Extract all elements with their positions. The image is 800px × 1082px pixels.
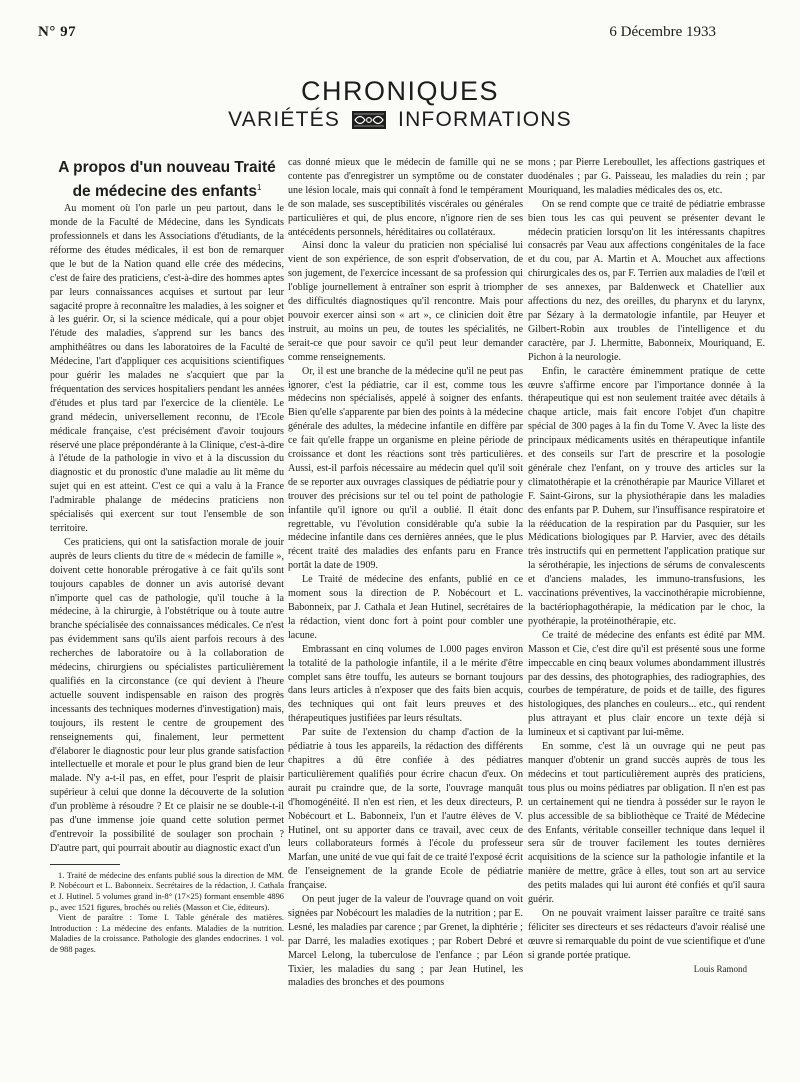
masthead-informations: INFORMATIONS [398, 108, 572, 131]
masthead-subtitle [0, 108, 800, 132]
footnote: 1. Traité de médecine des enfants publié sous la direction de MM. P. Nobécourt et L. Babonneix. Secrétaires de la rédaction, J. Cathala et J. Hutinel. 5 volumes grand in-8° (17×25) formant ensemble 4896 p., avec 1521 figures, brochés ou reliés (Masson et Cie, éditeurs). [50, 870, 284, 912]
article-title [50, 158, 284, 202]
ornament-icon [352, 111, 386, 129]
issue-number: N° 97 [38, 24, 77, 40]
issue-date: 6 Décembre 1933 [609, 24, 716, 40]
masthead-title: CHRONIQUES [300, 76, 499, 106]
masthead-varietes: VARIÉTÉS [228, 108, 341, 131]
paragraph: mons ; par Pierre Lereboullet, les affections gastriques et duodénales ; par G. Paisseau, les maladies du rein ; par Mouriquand, les maladies médicales des os, etc. [528, 157, 765, 196]
paragraph: On se rend compte que ce traité de pédiatrie embrasse bien tous les cas qui peuvent se présenter devant le médecin praticien lorsqu'on lit les intéressants chapitres consacrés par Veau aux affections congénitales de la face et du cou, par A. Martin et A. Mouchet aux affections chirurgicales des os, par F. Terrien aux maladies de l'œil et de ses annexes, par Baldenweck et Chatellier aux affections du nez, des oreilles, du pharynx et du larynx, par Sézary à la dermatologie infantile, par Heuyer et Gilbert-Robin aux troubles de l'intelligence et du caractère, par J. Lhermitte, Babonneix, Mouriquand, E. Pichon à la neurologie. [528, 198, 765, 363]
paragraph: Ces praticiens, qui ont la satisfaction morale de jouir auprès de leurs clients du titre de « médecin de famille », doivent cette honorable prérogative à ce fait qu'ils sont toujours capables de donner un avis autorisé devant n'importe quel cas de pathologie, qu'il touche à la médecine, à la chirurgie, à l'obstétrique ou à toute autre branche spécialisée des connaissances médicales. Ce n'est pas évidemment sans qu'ils aient parfois recours à des recherches de laboratoire ou à la collaboration de médecins, chirurgiens ou spécialistes particulièrement qualifiés en la circonstance (ce qui devient à l'heure actuelle souvent indispensable en raison des progrès incessants des techniques modernes d'investigation) mais, toujours, ils restent le centre de groupement des renseignements qui, finalement, leur permettent d'élaborer le diagnostic pour leur plus grande satisfaction intellectuelle et morale et pour le plus grand bien de leur malade. N'y a-t-il pas, en effet, pour l'esprit de plaisir supérieur à celui que donne la découverte de la solution d'un problème à résoudre ? Et ce plaisir ne se double-t-il pas d'une immense joie quand cette solution permet d'entrevoir la possibilité de soulager son prochain ? D'autre part, qui pourrait aboutir au diagnostic exact d'un [50, 536, 284, 854]
paragraph: On peut juger de la valeur de l'ouvrage quand on voit signées par Nobécourt les maladies de la nutrition ; par E. Lesné, les maladies par carence ; par Grenet, la diphtérie ; par Darré, les maladies exotiques ; par Robert Debré et Marcel Lelong, la tuberculose de l'enfance ; par Léon Tixier, les maladies du sang ; par Jean Hutinel, les maladies des bronches et des poumons [288, 894, 523, 989]
author-signature: Louis Ramond [693, 963, 747, 974]
paragraph: En somme, c'est là un ouvrage qui ne peut pas manquer d'obtenir un grand succès auprès de tous les médecins et tout particulièrement auprès des praticiens, tous plus ou moins pédiatres par obligation. Il n'en est pas un certainement qui ne tiendra à posséder sur le rayon le plus accessible de sa bibliothèque ce Traité de Médecine des Enfants, véritable conseiller technique dans lequel il sera sûr de trouver facilement les toutes dernières acquisitions de la science sur la pathologie infantile et la manière de mettre, grâce à elles, tout son art au service des petits malades qui lui auront été confiés et qu'il saura guérir. [528, 741, 765, 906]
column-3 [528, 156, 765, 976]
paragraph: Le Traité de médecine des enfants, publié en ce moment sous la direction de P. Nobécourt et L. Babonneix, par J. Cathala et Jean Hutinel, secrétaires de la rédaction, vient donc fort à point pour combler une lacune. [288, 574, 523, 641]
footnotes [50, 871, 284, 956]
paragraph: Or, il est une branche de la médecine qu'il ne peut pas ignorer, c'est la pédiatrie, car il est, comme tous les médecins non spécialisés, appelé à soigner des enfants. Bien qu'elle s'apparente par bien des points à la médecine générale des adultes, la médecine infantile en diffère par ce fait qu'elle frappe un organisme en pleine période de croissance et dont les réactions sont très particulières. Aussi, est-il parfois nécessaire au médecin quel qu'il soit de se reporter aux ouvrages classiques de pédiatrie pour y trouver des précisions sur tel ou tel point de pathologie infantile qu'il ignore ou qu'il a oublié. Il était donc regrettable, vu l'évolution considérable qu'a subie la médecine infantile dans ces dernières années, que le plus récent traité des maladies des enfants paru en France portât la date de 1909. [288, 365, 523, 572]
paragraph: On ne pouvait vraiment laisser paraître ce traité sans féliciter ses directeurs et ses rédacteurs d'avoir réalisé une œuvre si remarquable du point de vue scientifique et d'une si grande portée pratique. [528, 907, 765, 961]
column-1 [50, 158, 284, 956]
paragraph: Embrassant en cinq volumes de 1.000 pages environ la totalité de la pathologie infantile, il a le mérite d'être complet sans être touffu, les auteurs se bornant toujours dans leurs articles à n'exposer que des faits bien acquis, des techniques qui ont fait leurs preuves et des thérapeutiques justifiées par leurs résultats. [288, 643, 523, 725]
footnote-divider [50, 864, 120, 865]
title-footnote-marker: 1 [256, 183, 262, 192]
footnote: Vient de paraître : Tome I. Table générale des matières. Introduction : La médecine des enfants. Maladies de la nutrition. Maladies de la croissance. Pathologie des glandes endocrines. 1 vol. de 988 pages. [50, 913, 284, 954]
article-title-text: A propos d'un nouveau Traité de médecine des enfants [58, 159, 276, 201]
paragraph: cas donné mieux que le médecin de famille qui ne se contente pas d'enregistrer un symptôme ou de constater une lésion locale, mais qui connaît à fond le tempérament de son malade, ses susceptibilités viscérales ou générales particulières et qui, de plus encore, n'ignore rien de ses antécédents personnels, héréditaires ou collatéraux. [288, 157, 523, 238]
paragraph: Ce traité de médecine des enfants est édité par MM. Masson et Cie, c'est dire qu'il est présenté sous une forme impeccable en cinq beaux volumes abondamment illustrés par des dessins, des photographies, des radiographies, des courbes de température, de poids et de taille, des figures histologiques, des planches en couleurs... etc., qui rendent plus attrayant et plus clair encore un texte déjà si lumineux et si captivant par lui-même. [528, 629, 765, 739]
paragraph: Enfin, le caractère éminemment pratique de cette œuvre s'affirme encore par l'importance donnée à la thérapeutique qui est non seulement traitée avec détails à chaque article, mais fait encore l'objet d'un chapitre spécial de 300 pages à la fin du Tome V. Avec la liste des principaux médicaments usités en thérapeutique infantile et des conseils sur l'art de prescrire et la posologie générale chez l'enfant, on y trouve des articles sur la climatothérapie et la crénothérapie par Maurice Villaret et F. Saint-Girons, sur la physiothérapie dans les maladies des enfants par P. Duhem, sur l'insuffisance respiratoire et la rééducation de la respiration par du Pasquier, sur les Médications biologiques par P. Harvier, avec des détails très instructifs qui en permettent l'application pratique sur la sérothérapie, les injections de sérums de convalescents et d'anciens malades, les immuno-transfusions, les vaccinations préventives, la vaccinothérapie microbienne, la bactériophagothérapie, la médication par le choc, la pyothérapie, la protéinothérapie, etc. [528, 365, 765, 627]
paragraph: Ainsi donc la valeur du praticien non spécialisé lui vient de son expérience, de son esprit d'observation, de son jugement, de l'exercice incessant de sa profession qui l'oblige journellement à entraîner son esprit à triompher des difficultés diagnostiques qu'il rencontre. Mais pour pouvoir exercer ainsi son « art », ce clinicien doit être instruit, au moins un peu, de toutes les spécialités, ne serait-ce que pour savoir ce qu'il peut leur demander comme renseignements. [288, 240, 523, 363]
paragraph: Par suite de l'extension du champ d'action de la pédiatrie à tous les appareils, la rédaction des différents chapitres a dû être confiée à des pédiatres particulièrement qualifiés pour écrire chacun d'eux. On aurait pu craindre que, de la sorte, l'ouvrage manquât d'homogénéité. Il n'en est rien, et les deux directeurs, P. Nobécourt et L. Babonneix, l'un et l'autre élèves de V. Hutinel, ont su apporter dans ce travail, avec ceux de leurs collaborateurs formés à l'école du professeur Marfan, une unité de vue qui fait de ce traité l'exposé écrit de l'enseignement de la grande Ecole de pédiatrie française. [288, 727, 523, 892]
paragraph: Au moment où l'on parle un peu partout, dans le monde de la Faculté de Médecine, dans les Syndicats professionnels et dans les Associations d'étudiants, de la réforme des études médicales, il est bon de remarquer que le but de la Nation quand elle crée des médecins, c'est de faire des praticiens, c'est-à-dire des hommes aptes par leurs connaissances acquises et surtout par leur sagacité propre à reconnaître les maladies, à les soigner et à les guérir. Or, si la science médicale, qui a pour objet l'étude des maladies, s'apprend sur les bancs des amphithéâtres ou dans les laboratoires de la Faculté de Médecine, l'art d'appliquer ces acquisitions scientifiques pour guérir les malades ne s'acquiert que par la fréquentation des services hospitaliers pendant les années d'études et plus tard par l'exercice de la clientèle. Le grand médecin, universellement reconnu, de l'Ecole médicale française, c'est précisément d'avoir toujours réservé une place prépondérante à la Clinique, c'est-à-dire à l'étude de la pathologie in vivo et à la discussion du diagnostic et du pronostic d'une maladie au lit même du sujet qui en est atteint. C'est ce qui a valu à la France l'admirable phalange de médecins praticiens non spécialisés qui exercent sur tout l'ensemble de son territoire. [50, 203, 284, 534]
column-2 [288, 156, 523, 990]
